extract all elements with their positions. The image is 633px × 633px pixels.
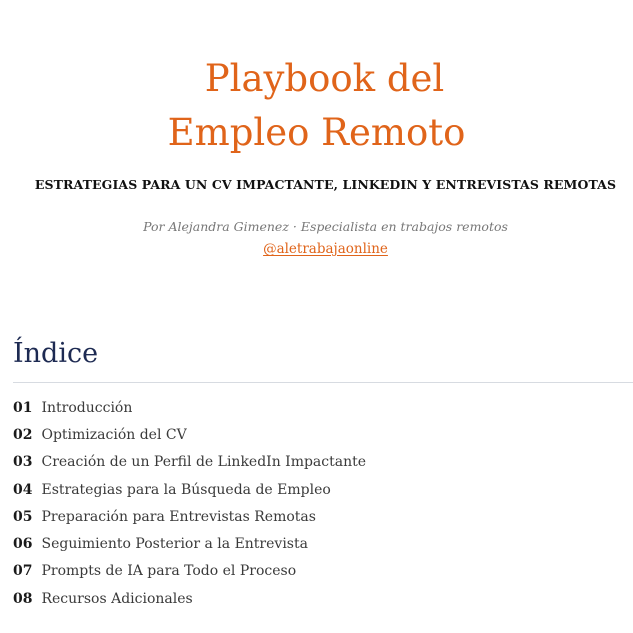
author-handle-link[interactable]: @aletrabajaonline: [263, 241, 388, 257]
toc-list: [13, 394, 366, 612]
toc-item[interactable]: [13, 421, 366, 448]
toc-item[interactable]: [13, 449, 366, 476]
toc-item-label: Estrategias para la Búsqueda de Empleo: [41, 481, 331, 498]
toc-item-number: 07: [13, 563, 33, 580]
toc-item-label: Creación de un Perfil de LinkedIn Impactante: [41, 454, 367, 471]
toc-item-number: 06: [13, 536, 33, 553]
toc-item[interactable]: [13, 558, 366, 585]
toc-item-number: 03: [13, 454, 33, 471]
toc-item-label: Optimización del CV: [41, 426, 187, 443]
document-subtitle: ESTRATEGIAS PARA UN CV IMPACTANTE, LINKEDIN Y ENTREVISTAS REMOTAS: [34, 177, 617, 192]
document-title-line-1: Playbook del: [204, 57, 445, 100]
toc-item-label: Recursos Adicionales: [41, 590, 193, 607]
toc-item-label: Preparación para Entrevistas Remotas: [41, 508, 316, 525]
toc-item[interactable]: [13, 530, 366, 557]
toc-item-label: Prompts de IA para Todo el Proceso: [41, 563, 297, 580]
toc-item-label: Seguimiento Posterior a la Entrevista: [41, 536, 308, 553]
toc-heading: Índice: [13, 338, 99, 369]
toc-item[interactable]: [13, 394, 366, 421]
author-byline: Por Alejandra Gimenez · Especialista en trabajos remotos: [143, 219, 508, 234]
toc-item-number: 05: [13, 508, 33, 525]
toc-item-number: 04: [13, 481, 33, 498]
toc-item-number: 01: [13, 399, 33, 416]
toc-divider: [13, 382, 633, 383]
document-title-line-2: Empleo Remoto: [167, 111, 466, 154]
toc-item[interactable]: [13, 476, 366, 503]
toc-item-number: 02: [13, 426, 33, 443]
toc-item[interactable]: [13, 585, 366, 612]
toc-item[interactable]: [13, 503, 366, 530]
toc-item-label: Introducción: [41, 399, 133, 416]
toc-item-number: 08: [13, 590, 33, 607]
